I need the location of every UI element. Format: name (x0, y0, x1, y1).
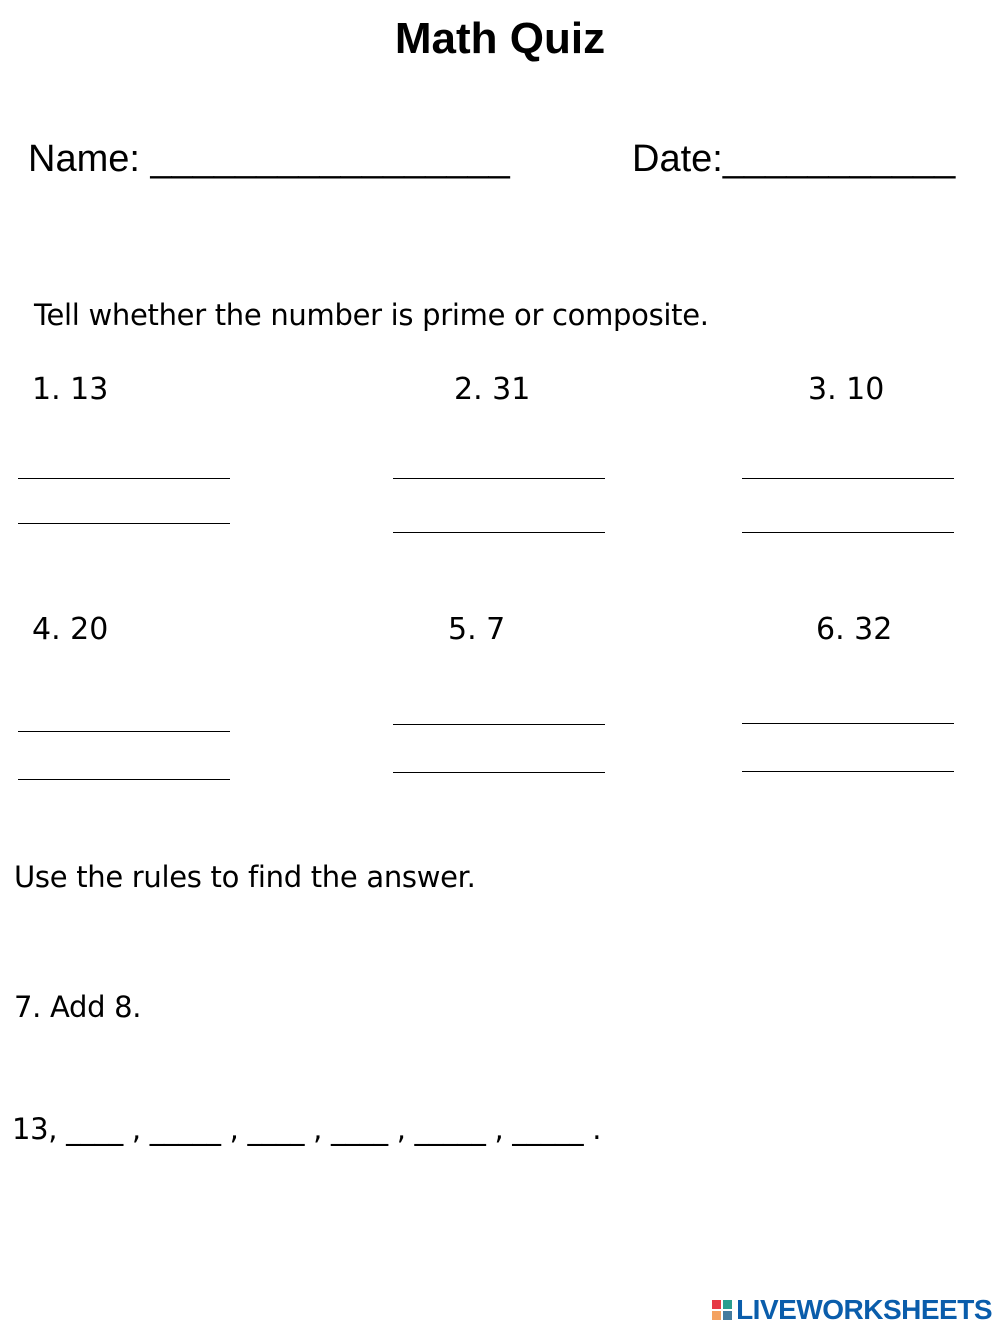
answer-line-q3-b[interactable] (742, 532, 954, 533)
logo-block (723, 1311, 732, 1320)
answer-line-q6-b[interactable] (742, 771, 954, 772)
logo-block (723, 1300, 732, 1309)
answer-line-q6-a[interactable] (742, 723, 954, 724)
question-6-label: 6. 32 (816, 612, 893, 647)
answer-line-q2-b[interactable] (393, 532, 605, 533)
answer-line-q1-a[interactable] (18, 478, 230, 479)
logo-block (712, 1300, 721, 1309)
name-field-label: Name: _________________ (28, 138, 510, 180)
answer-line-q4-a[interactable] (18, 731, 230, 732)
logo-block (712, 1311, 721, 1320)
number-sequence-blanks[interactable]: 13, ____ , _____ , ____ , ____ , _____ , _____ . (12, 1112, 602, 1146)
section-2-instruction: Use the rules to find the answer. (14, 860, 476, 894)
section-1-instruction: Tell whether the number is prime or composite. (34, 298, 709, 332)
answer-line-q3-a[interactable] (742, 478, 954, 479)
page-title: Math Quiz (394, 14, 606, 63)
question-5-label: 5. 7 (448, 612, 506, 647)
answer-line-q5-b[interactable] (393, 772, 605, 773)
question-1-label: 1. 13 (32, 372, 109, 407)
logo-blocks-icon (712, 1300, 732, 1320)
question-2-label: 2. 31 (454, 372, 531, 407)
date-field-label: Date:___________ (632, 138, 956, 180)
answer-line-q4-b[interactable] (18, 779, 230, 780)
answer-line-q2-a[interactable] (393, 478, 605, 479)
question-7-label: 7. Add 8. (14, 990, 142, 1024)
logo-text: LIVEWORKSHEETS (736, 1294, 992, 1325)
answer-line-q5-a[interactable] (393, 724, 605, 725)
question-3-label: 3. 10 (808, 372, 885, 407)
question-4-label: 4. 20 (32, 612, 109, 647)
answer-line-q1-b[interactable] (18, 523, 230, 524)
liveworksheets-logo (712, 1294, 992, 1326)
